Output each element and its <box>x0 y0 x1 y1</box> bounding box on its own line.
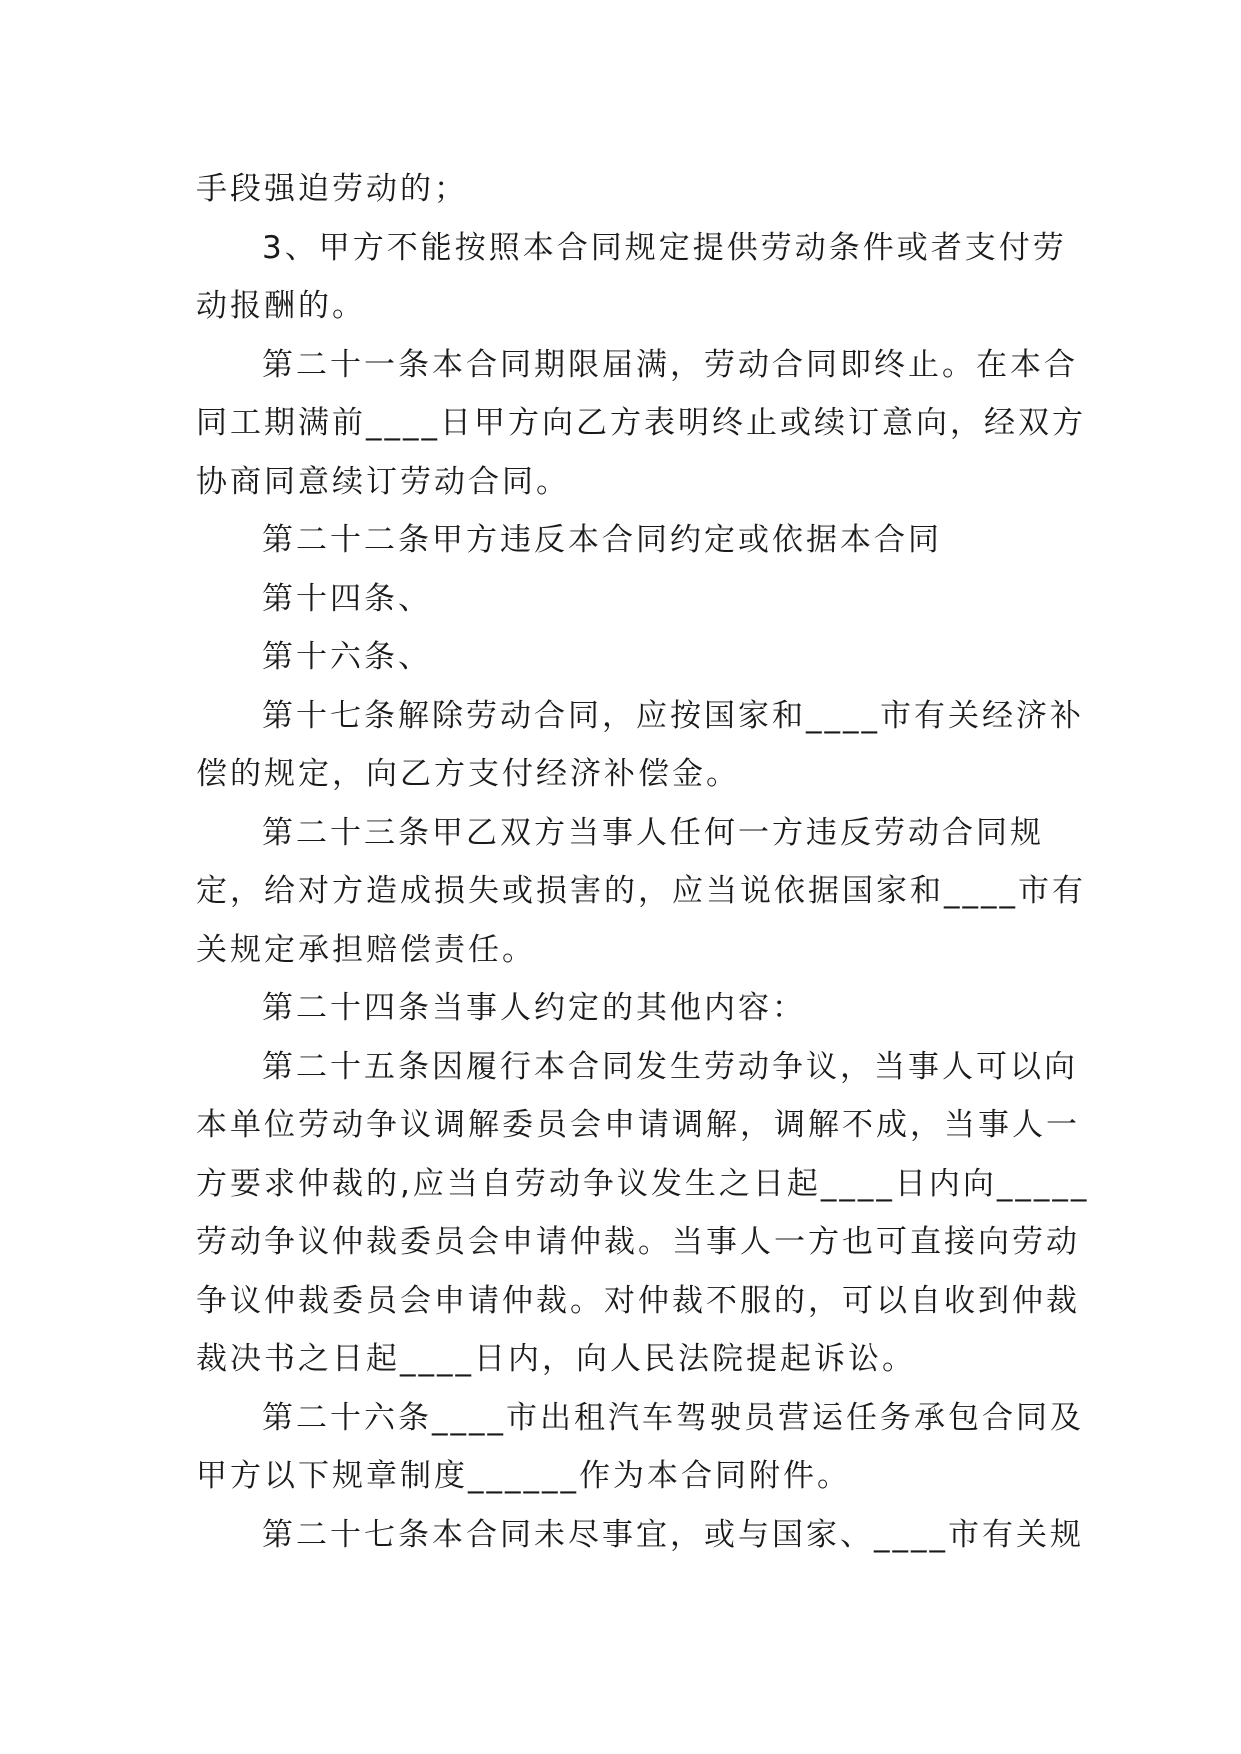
text-line: 动报酬的。 <box>196 288 366 324</box>
text-line: 劳动争议仲裁委员会申请仲裁。当事人一方也可直接向劳动 <box>196 1224 1080 1260</box>
text-line: 关规定承担赔偿责任。 <box>196 931 536 968</box>
text-line: 方要求仲裁的,应当自劳动争议发生之日起____日内向_____ <box>196 1165 1090 1202</box>
text-line: 第二十七条本合同未尽事宜，或与国家、____市有关规 <box>262 1516 1084 1553</box>
document-body <box>196 160 1090 1564</box>
text-line: 第二十一条本合同期限届满，劳动合同即终止。在本合 <box>262 346 1078 383</box>
text-line: 本单位劳动争议调解委员会申请调解，调解不成，当事人一 <box>196 1107 1080 1143</box>
text-line: 第二十六条____市出租汽车驾驶员营运任务承包合同及 <box>262 1399 1084 1436</box>
text-line: 协商同意续订劳动合同。 <box>196 463 570 500</box>
text-line: 裁决书之日起____日内，向人民法院提起诉讼。 <box>196 1341 916 1377</box>
text-line: 手段强迫劳动的； <box>196 171 468 207</box>
text-line: 第十七条解除劳动合同，应按国家和____市有关经济补 <box>262 697 1084 734</box>
text-line: 第十四条、 <box>262 580 432 617</box>
text-line: 甲方以下规章制度______作为本合同附件。 <box>196 1458 851 1494</box>
text-line: 同工期满前____日甲方向乙方表明终止或续订意向，经双方 <box>196 405 1086 441</box>
text-line: 第十六条、 <box>262 639 432 675</box>
text-line: 争议仲裁委员会申请仲裁。对仲裁不服的，可以自收到仲裁 <box>196 1282 1080 1319</box>
text-line: 第二十四条当事人约定的其他内容： <box>262 990 806 1026</box>
text-line: 偿的规定，向乙方支付经济补偿金。 <box>196 756 740 792</box>
text-line: 第二十三条甲乙双方当事人任何一方违反劳动合同规 <box>262 814 1044 851</box>
text-line: 定，给对方造成损失或损害的，应当说依据国家和____市有 <box>196 873 1086 909</box>
text-line: 第二十五条因履行本合同发生劳动争议，当事人可以向 <box>262 1048 1078 1085</box>
text-line: 3、甲方不能按照本合同规定提供劳动条件或者支付劳 <box>262 229 1067 266</box>
text-line: 第二十二条甲方违反本合同约定或依据本合同 <box>262 522 942 558</box>
